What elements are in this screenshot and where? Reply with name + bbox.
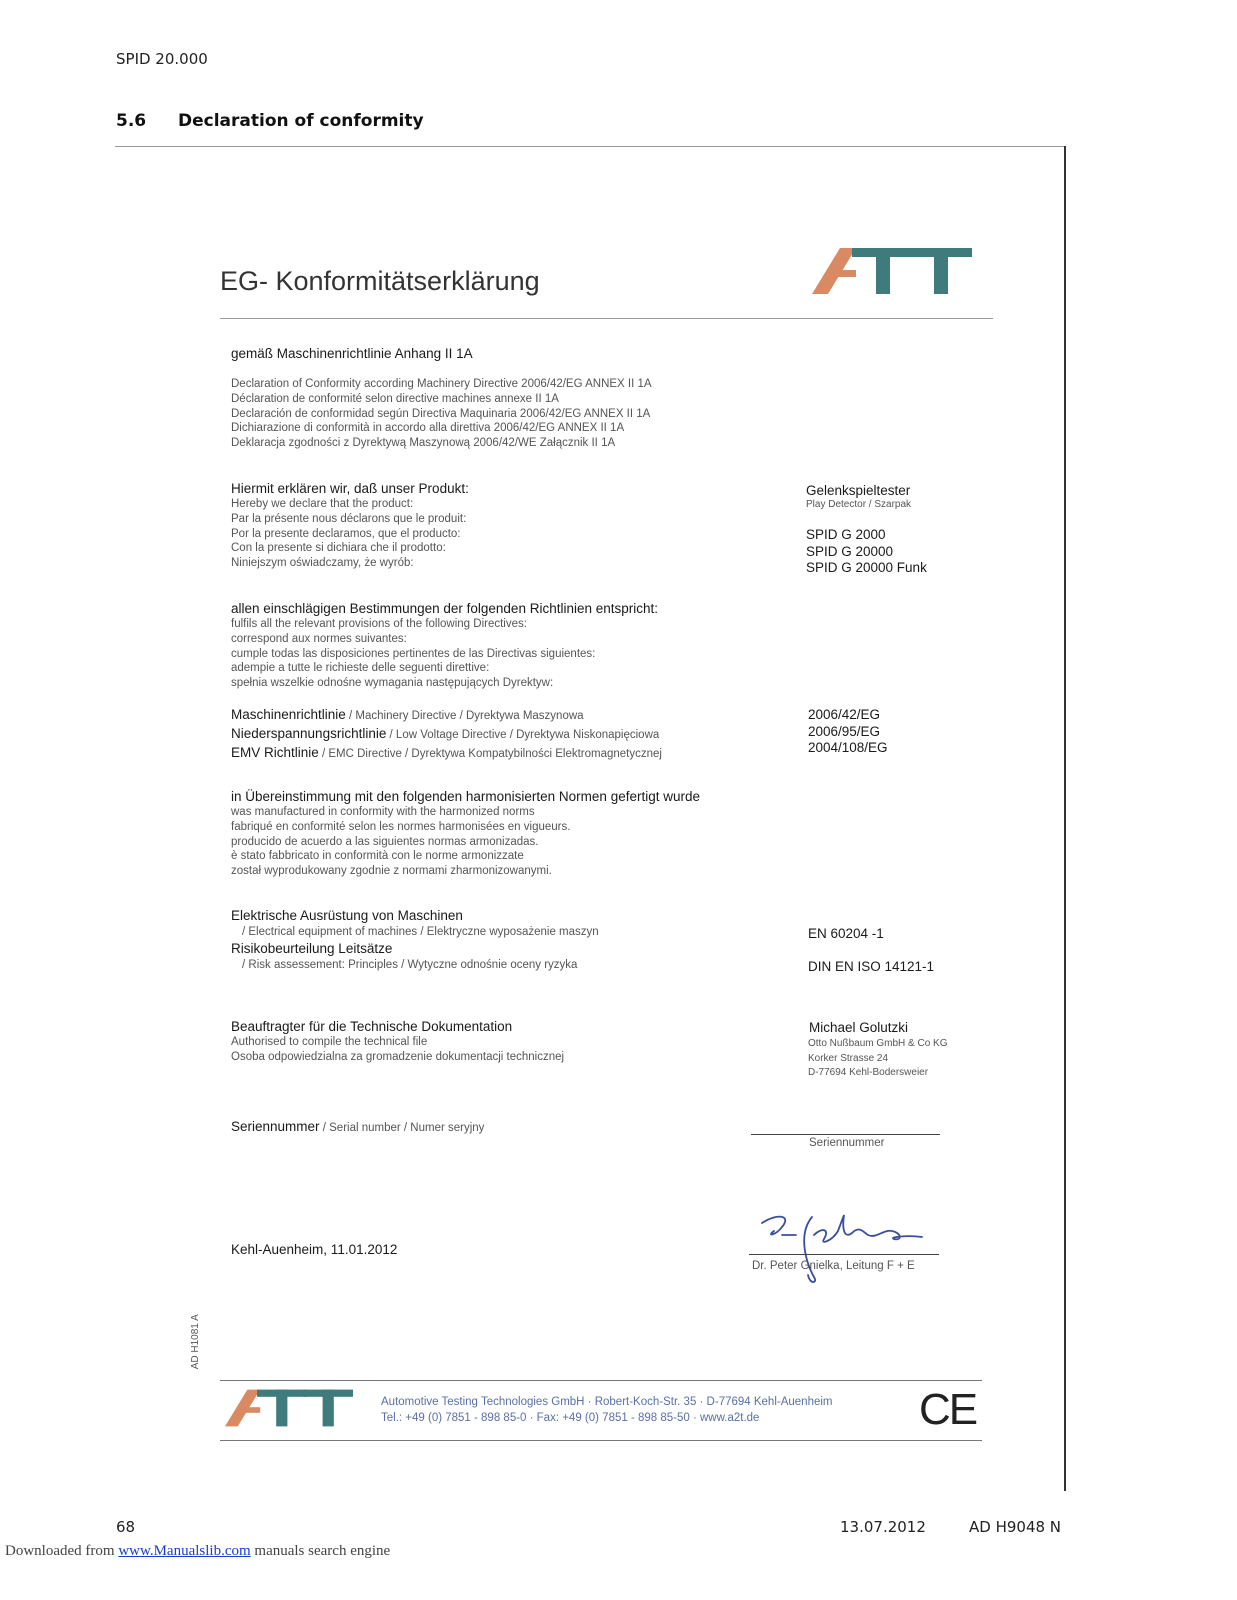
serial-row (231, 1118, 484, 1136)
title-divider (220, 318, 993, 319)
directive-translation: / Low Voltage Directive / Dyrektywa Niskonapięciowa (386, 729, 660, 741)
translation-line: Osoba odpowiedzialna za gromadzenie dokumentacji technicznej (231, 1050, 565, 1063)
directive-name: EMV Richtlinie (231, 745, 319, 760)
translation-line: został wyprodukowany zgodnie z normami zharmonizowanymi. (231, 865, 552, 878)
translation-line: Por la presente declaramos, que el producto: (231, 527, 461, 540)
address-line: Otto Nußbaum GmbH & Co KG (808, 1038, 948, 1049)
directives-heading: allen einschlägigen Bestimmungen der folgenden Richtlinien entspricht: (231, 601, 659, 616)
download-prefix: Downloaded from (5, 1543, 119, 1559)
product-model: SPID G 2000 (806, 527, 886, 542)
directive-list (231, 706, 662, 763)
directive-code: 2006/42/EG (808, 707, 881, 722)
address-line: D-77694 Kehl-Bodersweier (808, 1067, 929, 1078)
serial-line (751, 1134, 940, 1135)
section-title: Declaration of conformity (178, 111, 424, 131)
directive-row (231, 725, 662, 744)
translation-line: producido de acuerdo a las siguientes normas armonizadas. (231, 835, 539, 848)
tech-doc-heading: Beauftragter für die Technische Dokumentation (231, 1019, 513, 1034)
translation-line: cumple todas las disposiciones pertinentes de las Directivas siguientes: (231, 647, 596, 660)
att-logo (812, 246, 972, 296)
norm-translation: / Electrical equipment of machines / Elektryczne wyposażenie maszyn (242, 926, 599, 938)
translation-line: correspond aux normes suivantes: (231, 632, 407, 645)
certificate-top-edge (115, 146, 1065, 147)
translation-line: fulfils all the relevant provisions of the following Directives: (231, 618, 527, 630)
directive-translation: / EMC Directive / Dyrektywa Kompatybilności Elektromagnetycznej (318, 748, 662, 760)
side-code: AD H1081 A (189, 1314, 201, 1370)
translation-line: Deklaracja zgodności z Dyrektywą Maszynową 2006/42/WE Załącznik II 1A (231, 437, 616, 450)
serial-caption: Seriennummer (809, 1137, 885, 1149)
norm-name: Risikobeurteilung Leitsätze (231, 941, 393, 956)
footer-company: Automotive Testing Technologies GmbH · Robert-Koch-Str. 35 · D-77694 Kehl-Auenheim (381, 1396, 833, 1408)
subtitle: gemäß Maschinenrichtlinie Anhang II 1A (231, 346, 473, 361)
norm-code: DIN EN ISO 14121-1 (808, 959, 935, 974)
product-name-translation: Play Detector / Szarpak (806, 499, 912, 510)
norm-code: EN 60204 -1 (808, 926, 884, 941)
page-number: 68 (116, 1518, 136, 1536)
directive-codes (808, 707, 888, 757)
directive-code: 2006/95/EG (808, 723, 881, 739)
manualslib-link[interactable]: www.Manualslib.com (118, 1543, 251, 1559)
translation-line: was manufactured in conformity with the harmonized norms (231, 806, 535, 818)
place-date: Kehl-Auenheim, 11.01.2012 (231, 1242, 398, 1257)
directive-row (231, 706, 662, 725)
footer-date: 13.07.2012 (840, 1518, 926, 1536)
serial-label: Seriennummer (231, 1119, 320, 1134)
norms-heading: in Übereinstimmung mit den folgenden harmonisierten Normen gefertigt wurde (231, 789, 700, 804)
product-model: SPID G 20000 Funk (806, 560, 927, 575)
directives-translations (231, 617, 595, 691)
translation-line: spełnia wszelkie odnośne wymagania następujących Dyrektyw: (231, 677, 554, 690)
footer-doc-ref: AD H9048 N (969, 1518, 1062, 1536)
translation-line: Authorised to compile the technical file (231, 1036, 428, 1048)
translation-line: Con la presente si dichiara che il prodotto: (231, 542, 446, 555)
download-suffix: manuals search engine (250, 1543, 391, 1559)
footer-att-logo (224, 1388, 354, 1428)
directive-code: 2004/108/EG (808, 740, 888, 755)
product-translations (231, 497, 466, 571)
product-model: SPID G 20000 (806, 543, 894, 559)
product-name: Gelenkspieltester (806, 483, 911, 498)
directive-row (231, 744, 662, 763)
att-logo-mark (812, 246, 972, 296)
certificate-title: EG- Konformitätserklärung (220, 266, 540, 296)
certificate-right-edge (1064, 146, 1066, 1491)
section-number: 5.6 (116, 111, 147, 131)
translation-line: è stato fabbricato in conformità con le norme armonizzate (231, 850, 524, 863)
translation-line: adempie a tutte le richieste delle seguenti direttive: (231, 662, 490, 675)
address-line: Korker Strasse 24 (808, 1052, 889, 1064)
subtitle-translations (231, 377, 652, 451)
directive-name: Maschinenrichtlinie (231, 707, 346, 722)
ce-mark: CE (919, 1385, 977, 1434)
norm-name: Elektrische Ausrüstung von Maschinen (231, 908, 463, 923)
footer-bottom-line (220, 1440, 982, 1441)
translation-line: Declaration of Conformity according Machinery Directive 2006/42/EG ANNEX II 1A (231, 378, 652, 390)
signature-line (749, 1254, 939, 1255)
translation-line: Hereby we declare that the product: (231, 498, 414, 510)
product-models (806, 527, 927, 577)
footer-top-line (220, 1380, 982, 1381)
translation-line: Dichiarazione di conformità in accordo alla direttiva 2006/42/EG ANNEX II 1A (231, 422, 625, 435)
serial-translation: / Serial number / Numer seryjny (319, 1122, 485, 1134)
tech-doc-translations (231, 1035, 564, 1065)
translation-line: fabriqué en conformité selon les normes harmonisées en vigueurs. (231, 820, 571, 833)
translation-line: Déclaration de conformité selon directive machines annexe II 1A (231, 392, 559, 405)
norms-translations (231, 805, 570, 879)
footer-contact: Tel.: +49 (0) 7851 - 898 85-0 · Fax: +49 (0) 7851 - 898 85-50 · www.a2t.de (381, 1412, 760, 1424)
norm-translation: / Risk assessement: Principles / Wytyczne odnośnie oceny ryzyka (242, 959, 578, 971)
responsible-name: Michael Golutzki (809, 1020, 909, 1035)
responsible-address (808, 1037, 948, 1081)
doc-code: SPID 20.000 (116, 50, 208, 68)
translation-line: Par la présente nous déclarons que le produit: (231, 512, 467, 525)
signer: Dr. Peter Gnielka, Leitung F + E (752, 1260, 915, 1272)
translation-line: Niniejszym oświadczamy, że wyrób: (231, 557, 414, 570)
directive-name: Niederspannungsrichtlinie (231, 726, 387, 741)
download-note (5, 1543, 390, 1560)
directive-translation: / Machinery Directive / Dyrektywa Maszynowa (345, 710, 584, 722)
footer-att-logo-mark (224, 1388, 354, 1428)
product-heading: Hiermit erklären wir, daß unser Produkt: (231, 481, 469, 496)
translation-line: Declaración de conformidad según Directiva Maquinaria 2006/42/EG ANNEX II 1A (231, 407, 651, 420)
